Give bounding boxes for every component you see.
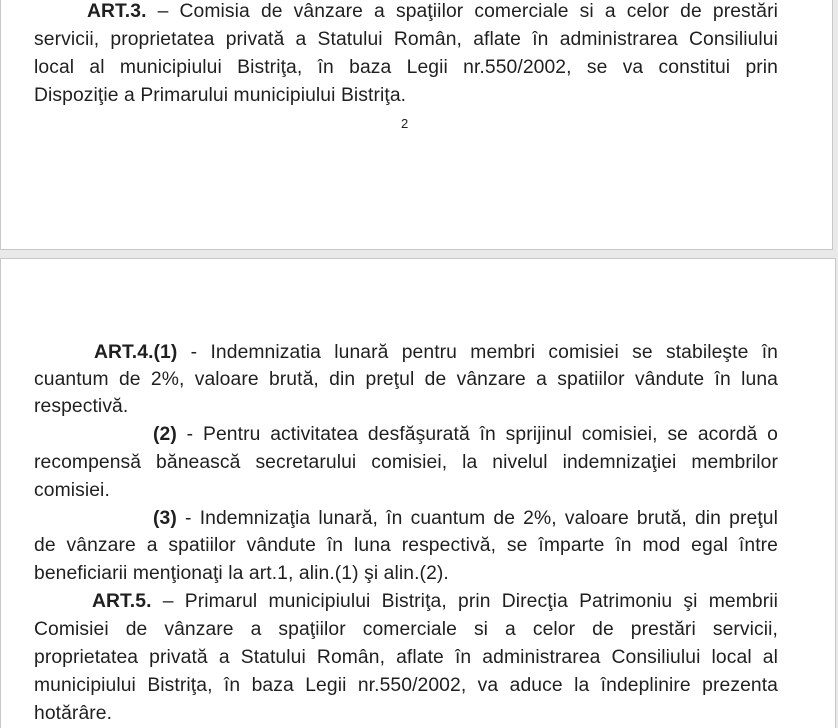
art3-label: ART.3.	[87, 1, 147, 22]
art5-line-1: ART.5. – Primarul municipiului Bistriţa, prin Direcţia Patrimoniu şi membrii	[92, 591, 778, 612]
art4-line-2: cuantum de 2%, valoare brută, din preţul de vânzare a spatiilor vândute în luna	[34, 369, 778, 390]
art4-2-line-2: recompensă bănească secretarului comisiei, la nivelul indemnizaţiei membrilor	[34, 452, 778, 473]
document-page-lower	[0, 258, 836, 728]
art4-2-line-1: (2) - Pentru activitatea desfăşurată în sprijinul comisiei, se acordă o	[153, 424, 778, 445]
art5-line-4: municipiului Bistriţa, în baza Legii nr.550/2002, va aduce la îndeplinire prezenta	[34, 675, 778, 696]
art3-line-2: servicii, proprietatea privată a Statului Român, aflate în administrarea Consiliului	[34, 29, 778, 50]
art3-line-1: ART.3. – Comisia de vânzare a spaţiilor comerciale si a celor de prestări	[87, 1, 778, 22]
art3-line-4: Dispoziţie a Primarului municipiului Bistriţa.	[34, 85, 407, 106]
art4-line-3: respectivă.	[34, 396, 129, 417]
page-number: 2	[401, 116, 409, 131]
art5-line-2: Comisiei de vânzare a spaţiilor comerciale si a celor de prestări servicii,	[34, 619, 778, 640]
art4-3-line-3: beneficiarii menţionaţi la art.1, alin.(1) şi alin.(2).	[34, 563, 449, 584]
art4-line-1: ART.4.(1) - Indemnizatia lunară pentru membri comisiei se stabileşte în	[94, 342, 778, 363]
art4-3-line-2: de vânzare a spatiilor vândute în luna respectivă, se împarte în mod egal între	[34, 535, 778, 556]
art5-line-3: proprietatea privată a Statului Român, aflate în administrarea Consiliului local al	[34, 647, 778, 668]
document-page-upper	[0, 0, 833, 250]
art4-3-line-1: (3) - Indemnizaţia lunară, în cuantum de 2%, valoare brută, din preţul	[153, 508, 778, 529]
art3-line-3: local al municipiului Bistriţa, în baza Legii nr.550/2002, se va constitui prin	[34, 57, 778, 78]
art5-line-5: hotărâre.	[34, 703, 113, 724]
art4-3-label: (3)	[153, 508, 177, 529]
art4-2-line-3: comisiei.	[34, 480, 110, 501]
art4-2-label: (2)	[153, 424, 177, 445]
art4-label: ART.4.(1)	[94, 342, 178, 363]
art5-label: ART.5.	[92, 591, 152, 612]
